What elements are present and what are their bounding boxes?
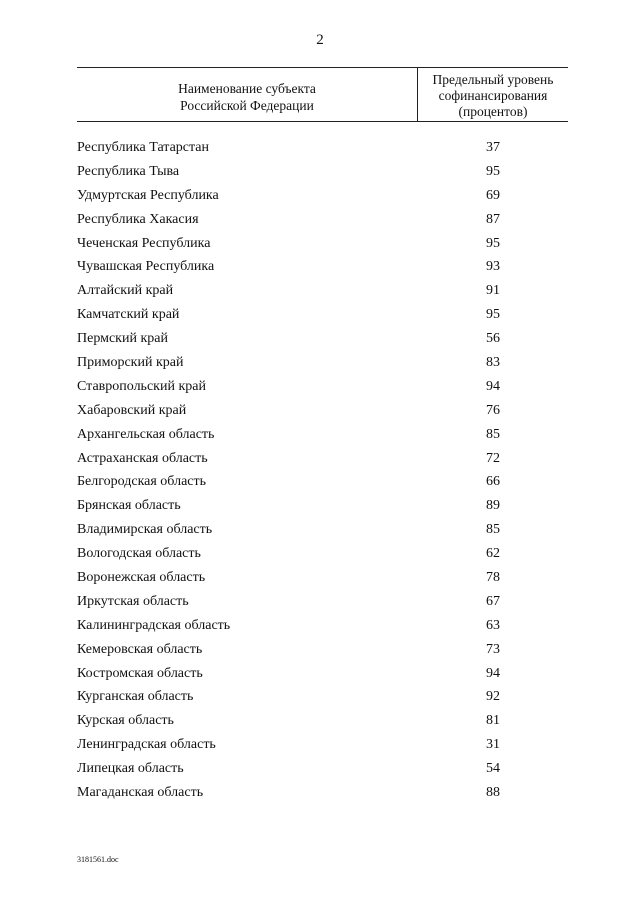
region-name-cell: Чувашская Республика [77,259,215,275]
table-row [77,664,568,688]
cofinancing-value-cell: 93 [486,259,500,275]
table-row [77,425,568,449]
table-row [77,329,568,353]
header-region-name-line: Российской Федерации [180,98,314,113]
table-row [77,210,568,234]
region-name-cell: Владимирская область [77,522,213,538]
table-row [77,234,568,258]
cofinancing-value-cell: 88 [486,785,500,801]
table-row [77,472,568,496]
footer-doc-id: 3181561.doc [77,855,119,864]
header-region-name-line: Наименование субъекта [178,81,316,96]
table-row [77,377,568,401]
region-name-cell: Липецкая область [77,761,184,777]
table-row [77,687,568,711]
region-name-cell: Пермский край [77,331,168,347]
region-name-cell: Кемеровская область [77,641,203,657]
region-name-cell: Вологодская область [77,546,201,562]
region-name-cell: Приморский край [77,355,184,371]
cofinancing-value-cell: 37 [486,140,500,155]
table-row [77,186,568,210]
table-row [77,592,568,616]
region-name-cell: Камчатский край [77,307,180,323]
cofinancing-value-cell: 66 [486,474,500,490]
table-row [77,281,568,305]
cofinancing-value-cell: 91 [486,283,500,299]
cofinancing-value-cell: 76 [486,402,500,418]
cofinancing-value-cell: 63 [486,617,500,633]
region-name-cell: Республика Хакасия [77,211,199,227]
table-row [77,353,568,377]
region-name-cell: Калининградская область [77,617,231,633]
cofinancing-value-cell: 62 [486,546,500,562]
cofinancing-value-cell: 78 [486,570,500,586]
table-row [77,162,568,186]
table-row [77,616,568,640]
header-cofinancing-line: софинансирования [438,88,548,103]
cofinancing-value-cell: 31 [486,737,500,753]
region-name-cell: Брянская область [77,498,181,514]
cofinancing-value-cell: 81 [486,713,500,729]
table-row [77,783,568,807]
page-number: 2 [316,32,324,48]
cofinancing-value-cell: 95 [486,163,500,179]
table-top-rule [77,67,568,68]
region-name-cell: Магаданская область [77,785,204,801]
region-name-cell: Ставропольский край [77,378,206,394]
cofinancing-value-cell: 85 [486,426,500,442]
cofinancing-value-cell: 92 [486,689,500,705]
cofinancing-value-cell: 69 [486,187,500,203]
cofinancing-value-cell: 73 [486,641,500,657]
table-row [77,640,568,664]
region-name-cell: Иркутская область [77,593,189,609]
region-name-cell: Астраханская область [77,450,208,466]
cofinancing-value-cell: 72 [486,450,500,466]
cofinancing-value-cell: 56 [486,331,500,347]
region-name-cell: Удмуртская Республика [77,187,219,203]
header-region-name [77,80,417,114]
region-table-body [77,138,568,807]
table-row [77,401,568,425]
table-row [77,520,568,544]
cofinancing-value-cell: 89 [486,498,500,514]
header-cofinancing-level [418,72,568,120]
header-cofinancing-line: (процентов) [458,104,528,119]
table-row [77,544,568,568]
table-row [77,449,568,473]
region-name-cell: Костромская область [77,665,203,681]
region-name-cell: Алтайский край [77,283,174,299]
table-row [77,257,568,281]
region-name-cell: Курская область [77,713,174,729]
region-name-cell: Ленинградская область [77,737,216,753]
cofinancing-value-cell: 95 [486,235,500,251]
region-name-cell: Республика Тыва [77,163,180,179]
table-row [77,711,568,735]
cofinancing-value-cell: 67 [486,593,500,609]
cofinancing-value-cell: 54 [486,761,500,777]
table-row [77,568,568,592]
cofinancing-value-cell: 87 [486,211,500,227]
table-header-rule [77,121,568,122]
region-name-cell: Республика Татарстан [77,140,210,155]
cofinancing-value-cell: 83 [486,355,500,371]
cofinancing-value-cell: 95 [486,307,500,323]
cofinancing-value-cell: 85 [486,522,500,538]
table-row [77,138,568,162]
cofinancing-value-cell: 94 [486,665,500,681]
table-row [77,735,568,759]
table-row [77,305,568,329]
table-row [77,759,568,783]
table-row [77,496,568,520]
region-name-cell: Чеченская Республика [77,235,211,251]
region-name-cell: Воронежская область [77,570,206,586]
region-name-cell: Архангельская область [77,426,215,442]
region-name-cell: Курганская область [77,689,194,705]
cofinancing-value-cell: 94 [486,378,500,394]
region-name-cell: Хабаровский край [77,402,187,418]
header-cofinancing-line: Предельный уровень [432,72,554,87]
region-name-cell: Белгородская область [77,474,207,490]
